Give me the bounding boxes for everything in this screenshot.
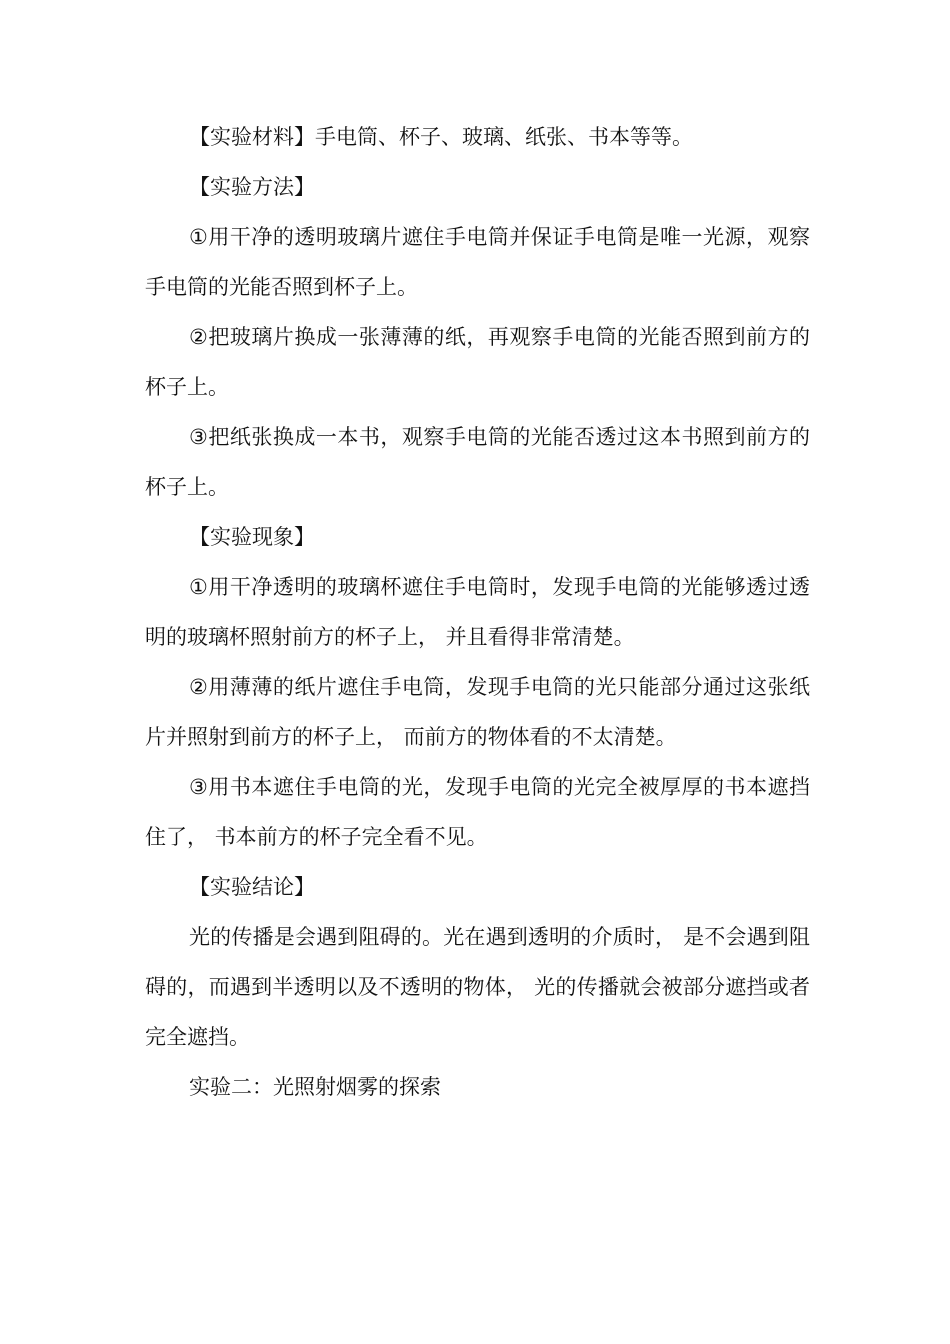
conclusion-paragraph: 光的传播是会遇到阻碍的。光在遇到透明的介质时， 是不会遇到阻碍的，而遇到半透明以及不透明的物体， 光的传播就会被部分遮挡或者完全遮挡。 bbox=[145, 925, 810, 1049]
method-step-3: ③把纸张换成一本书，观察手电筒的光能否透过这本书照到前方的杯子上。 bbox=[145, 425, 810, 499]
phenomenon-3: ③用书本遮住手电筒的光，发现手电筒的光完全被厚厚的书本遮挡住了， 书本前方的杯子完全看不见。 bbox=[145, 775, 810, 849]
method-step-1: ①用干净的透明玻璃片遮住手电筒并保证手电筒是唯一光源，观察手电筒的光能否照到杯子上。 bbox=[145, 225, 810, 299]
method-heading: 【实验方法】 bbox=[189, 175, 315, 199]
materials-paragraph: 【实验材料】手电筒、杯子、玻璃、纸张、书本等等。 bbox=[189, 125, 693, 149]
phenomenon-1: ①用干净透明的玻璃杯遮住手电筒时，发现手电筒的光能够透过透明的玻璃杯照射前方的杯子上， 并且看得非常清楚。 bbox=[145, 575, 810, 649]
method-step-2: ②把玻璃片换成一张薄薄的纸，再观察手电筒的光能否照到前方的杯子上。 bbox=[145, 325, 810, 399]
phenomenon-2: ②用薄薄的纸片遮住手电筒，发现手电筒的光只能部分通过这张纸片并照射到前方的杯子上， 而前方的物体看的不太清楚。 bbox=[145, 675, 810, 749]
experiment-two-heading: 实验二：光照射烟雾的探索 bbox=[189, 1075, 441, 1099]
conclusion-heading: 【实验结论】 bbox=[189, 875, 315, 899]
document-body bbox=[145, 112, 810, 1112]
phenomenon-heading: 【实验现象】 bbox=[189, 525, 315, 549]
